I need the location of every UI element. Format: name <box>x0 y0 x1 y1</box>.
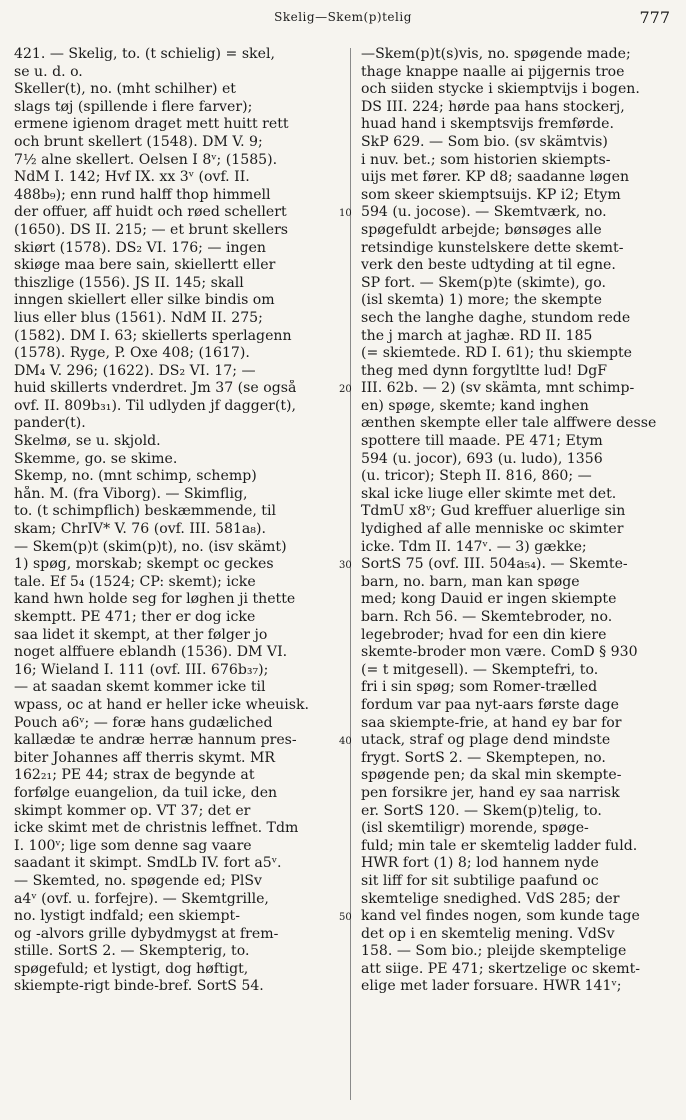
text-line: barn, no. barn, man kan spøge <box>361 573 580 590</box>
text-line: — Skem(p)t (skim(p)t), no. (isv skämt) <box>14 538 287 555</box>
text-line: lius eller blus (1561). NdM II. 275; <box>14 309 263 326</box>
text-line: skimpt kommer op. VT 37; det er <box>14 802 251 819</box>
text-line: uijs met fører. KP d8; saadanne løgen <box>361 169 630 186</box>
text-line: fri i sin spøg; som Romer-trælled <box>361 679 598 696</box>
line-number: 50 <box>339 912 352 924</box>
text-line: se u. d. o. <box>14 63 83 80</box>
text-line: III. 62b. — 2) (sv skämta, mnt schimp- <box>361 380 635 397</box>
text-line: — at saadan skemt kommer icke til <box>14 679 266 696</box>
text-line: som skeer skiemptsuijs. KP i2; Etym <box>361 186 621 203</box>
text-line: spottere till maade. PE 471; Etym <box>361 433 603 450</box>
left-column <box>14 46 341 996</box>
text-line: kand vel findes nogen, som kunde tage <box>361 908 640 925</box>
text-line: stille. SortS 2. — Skempterig, to. <box>14 943 250 960</box>
text-line: 16; Wieland I. 111 (ovf. III. 676b₃₇); <box>14 661 269 678</box>
text-line: ermene igienom draget mett huitt rett <box>14 116 289 133</box>
text-line: 1) spøg, morskab; skempt oc geckes <box>14 556 274 573</box>
column-divider <box>350 48 351 1100</box>
text-line: icke skimt met de christnis leffnet. Tdm <box>14 820 299 837</box>
text-line: skiøge maa bere sain, skiellertt eller <box>14 257 276 274</box>
text-line: retsindige kunstelskere dette skemt- <box>361 239 624 256</box>
text-line: ænthen skempte eller tale alffwere desse <box>361 415 657 432</box>
text-line: skemptt. PE 471; ther er dog icke <box>14 609 256 625</box>
text-line: og -alvors grille dybydmygst at frem- <box>14 925 279 942</box>
text-line: —Skem(p)t(s)vis, no. spøgende made; <box>361 46 631 62</box>
text-line: skam; ChrIV* V. 76 (ovf. III. 581a₈). <box>14 521 266 538</box>
text-line: SkP 629. — Som bio. (sv skämtvis) <box>361 133 608 150</box>
text-line: inngen skiellert eller silke bindis om <box>14 292 275 309</box>
text-line: Skeller(t), no. (mht schilher) et <box>14 81 236 98</box>
line-number: 20 <box>339 384 352 396</box>
text-line: icke. Tdm II. 147ᵛ. — 3) gække; <box>361 538 587 555</box>
text-line: sit liff for sit subtilige paafund oc <box>361 872 599 889</box>
line-number: 10 <box>339 208 352 220</box>
text-line: med; kong Dauid er ingen skiempte <box>361 591 617 608</box>
text-line: 421. — Skelig, to. (t schielig) = skel, <box>14 46 275 62</box>
text-line: 7½ alne skellert. Oelsen I 8ᵛ; (1585). <box>14 151 278 168</box>
text-line: (isl skemta) 1) more; the skempte <box>361 292 602 309</box>
text-line: saa skiempte-frie, at hand ey bar for <box>361 714 622 731</box>
text-line: DM₄ V. 296; (1622). DS₂ VI. 17; — <box>14 362 256 379</box>
page-header <box>0 8 686 30</box>
text-line: att siige. PE 471; skertzelige oc skemt- <box>361 960 641 977</box>
text-line: theg med dynn forgytltte lud! DgF <box>361 362 608 379</box>
text-line: spøgende pen; da skal min skempte- <box>361 767 622 784</box>
line-number: 30 <box>339 560 352 572</box>
text-line: 488b₉); enn rund halff thop himmell <box>14 186 271 203</box>
text-line: det op i en skemtelig mening. VdSv <box>361 925 615 942</box>
text-line: kallædæ te andræ herræ hannum pres- <box>14 732 297 749</box>
text-line: saa lidet it skempt, at ther følger jo <box>14 626 268 643</box>
text-line: tale. Ef 5₄ (1524; CP: skemt); icke <box>14 573 256 590</box>
text-line: skemte-broder mon være. ComD § 930 <box>361 644 638 661</box>
text-line: sech the langhe daghe, stundom rede <box>361 309 631 326</box>
text-line: pander(t). <box>14 415 86 432</box>
text-line: (= t mitgesell). — Skemptefri, to. <box>361 661 599 678</box>
text-line: elige met lader forsuare. HWR 141ᵛ; <box>361 978 622 995</box>
text-line: wpass, oc at hand er heller icke wheuisk. <box>14 696 310 713</box>
text-line: barn. Rch 56. — Skemtebroder, no. <box>361 609 613 625</box>
text-line: 162₂₁; PE 44; strax de begynde at <box>14 767 255 784</box>
text-line: thiszlige (1556). JS II. 145; skall <box>14 274 244 291</box>
text-line: — Skemted, no. spøgende ed; PlSv <box>14 872 262 889</box>
text-line: (= skiemtede. RD I. 61); thu skiempte <box>361 345 632 362</box>
text-line: skal icke liuge eller skimte met det. <box>361 485 617 502</box>
text-line: kand hwn holde seg for løghen ji thette <box>14 591 296 608</box>
text-line: to. (t schimpflich) beskæmmende, til <box>14 503 276 520</box>
text-line: noget alffuere eblandh (1536). DM VI. <box>14 644 288 661</box>
text-line: Skemme, go. se skime. <box>14 450 178 467</box>
text-line: forfølge euangelion, da tuil icke, den <box>14 784 278 801</box>
text-line: hån. M. (fra Viborg). — Skimflig, <box>14 485 248 502</box>
right-column <box>361 46 671 996</box>
text-line: fordum var paa nyt-aars første dage <box>361 696 619 713</box>
text-line: skiørt (1578). DS₂ VI. 176; — ingen <box>14 239 266 256</box>
text-line: verk den beste udtyding at til egne. <box>361 257 616 274</box>
text-line: TdmU x8ᵛ; Gud kreffuer aluerlige sin <box>361 503 626 520</box>
text-line: pen forsikre jer, hand ey saa narrisk <box>361 784 620 801</box>
text-line: der offuer, aff huidt och røed schellert <box>14 204 287 221</box>
text-line: a4ᵛ (ovf. u. forfejre). — Skemtgrille, <box>14 890 269 907</box>
text-line: skemtelige snedighed. VdS 285; der <box>361 890 620 907</box>
text-line: fuld; min tale er skemtelig ladder fuld. <box>361 837 638 854</box>
text-line: ovf. II. 809b₃₁). Til udlyden jf dagger(t), <box>14 397 297 414</box>
page-number: 777 <box>639 8 670 27</box>
text-line: the j march at jaghæ. RD II. 185 <box>361 327 593 344</box>
running-head: Skelig—Skem(p)telig <box>274 10 412 24</box>
text-line: Skelmø, se u. skjold. <box>14 433 161 450</box>
text-line: thage knappe naalle ai pijgernis troe <box>361 63 625 80</box>
text-line: i nuv. bet.; som historien skiempts- <box>361 151 611 168</box>
text-line: DS III. 224; hørde paa hans stockerj, <box>361 98 625 115</box>
line-number: 40 <box>339 736 352 748</box>
text-line: HWR fort (1) 8; lod hannem nyde <box>361 855 599 872</box>
text-line: skiempte-rigt binde-bref. SortS 54. <box>14 978 264 995</box>
text-line: huid skillerts vnderdret. Jm 37 (se også <box>14 380 297 397</box>
text-line: (1578). Ryge, P. Oxe 408; (1617). <box>14 345 250 362</box>
text-line: (1582). DM I. 63; skiellerts sperlagenn <box>14 327 292 344</box>
text-line: 594 (u. jocose). — Skemtværk, no. <box>361 204 607 221</box>
text-line: SortS 75 (ovf. III. 504a₅₄). — Skemte- <box>361 556 628 573</box>
text-line: no. lystigt indfald; een skiempt- <box>14 908 240 925</box>
text-line: legebroder; hvad for een din kiere <box>361 626 607 643</box>
text-line: huad hand i skemptsvijs fremførde. <box>361 116 614 133</box>
text-line: saadant it skimpt. SmdLb IV. fort a5ᵛ. <box>14 855 282 872</box>
text-line: Pouch a6ᵛ; — foræ hans gudæliched <box>14 714 273 731</box>
text-line: frygt. SortS 2. — Skemptepen, no. <box>361 749 606 766</box>
text-line: spøgefuldt arbejde; bønsøges alle <box>361 221 602 238</box>
text-line: (1650). DS II. 215; — et brunt skellers <box>14 221 289 238</box>
text-line: (u. tricor); Steph II. 816, 860; — <box>361 468 592 485</box>
text-line: I. 100ᵛ; lige som denne sag vaare <box>14 837 252 854</box>
text-line: Skemp, no. (mnt schimp, schemp) <box>14 468 257 485</box>
text-line: (isl skemtiligr) morende, spøge- <box>361 820 589 837</box>
text-line: NdM I. 142; Hvf IX. xx 3ᵛ (ovf. II. <box>14 169 250 186</box>
text-line: 594 (u. jocor), 693 (u. ludo), 1356 <box>361 450 603 467</box>
text-line: utack, straf og plage dend mindste <box>361 732 611 749</box>
text-line: SP fort. — Skem(p)te (skimte), go. <box>361 274 607 291</box>
text-line: slags tøj (spillende i flere farver); <box>14 98 253 115</box>
text-line: er. SortS 120. — Skem(p)telig, to. <box>361 802 602 819</box>
text-line: en) spøge, skemte; kand inghen <box>361 397 589 414</box>
text-line: spøgefuld; et lystigt, dog høftigt, <box>14 960 249 977</box>
text-line: lydighed af alle menniske oc skimter <box>361 521 624 538</box>
text-line: 158. — Som bio.; pleijde skemptelige <box>361 943 627 960</box>
text-line: och siiden stycke i skiemptvijs i bogen. <box>361 81 640 98</box>
text-line: och brunt skellert (1548). DM V. 9; <box>14 133 263 150</box>
text-line: biter Johannes aff therris skymt. MR <box>14 749 276 766</box>
